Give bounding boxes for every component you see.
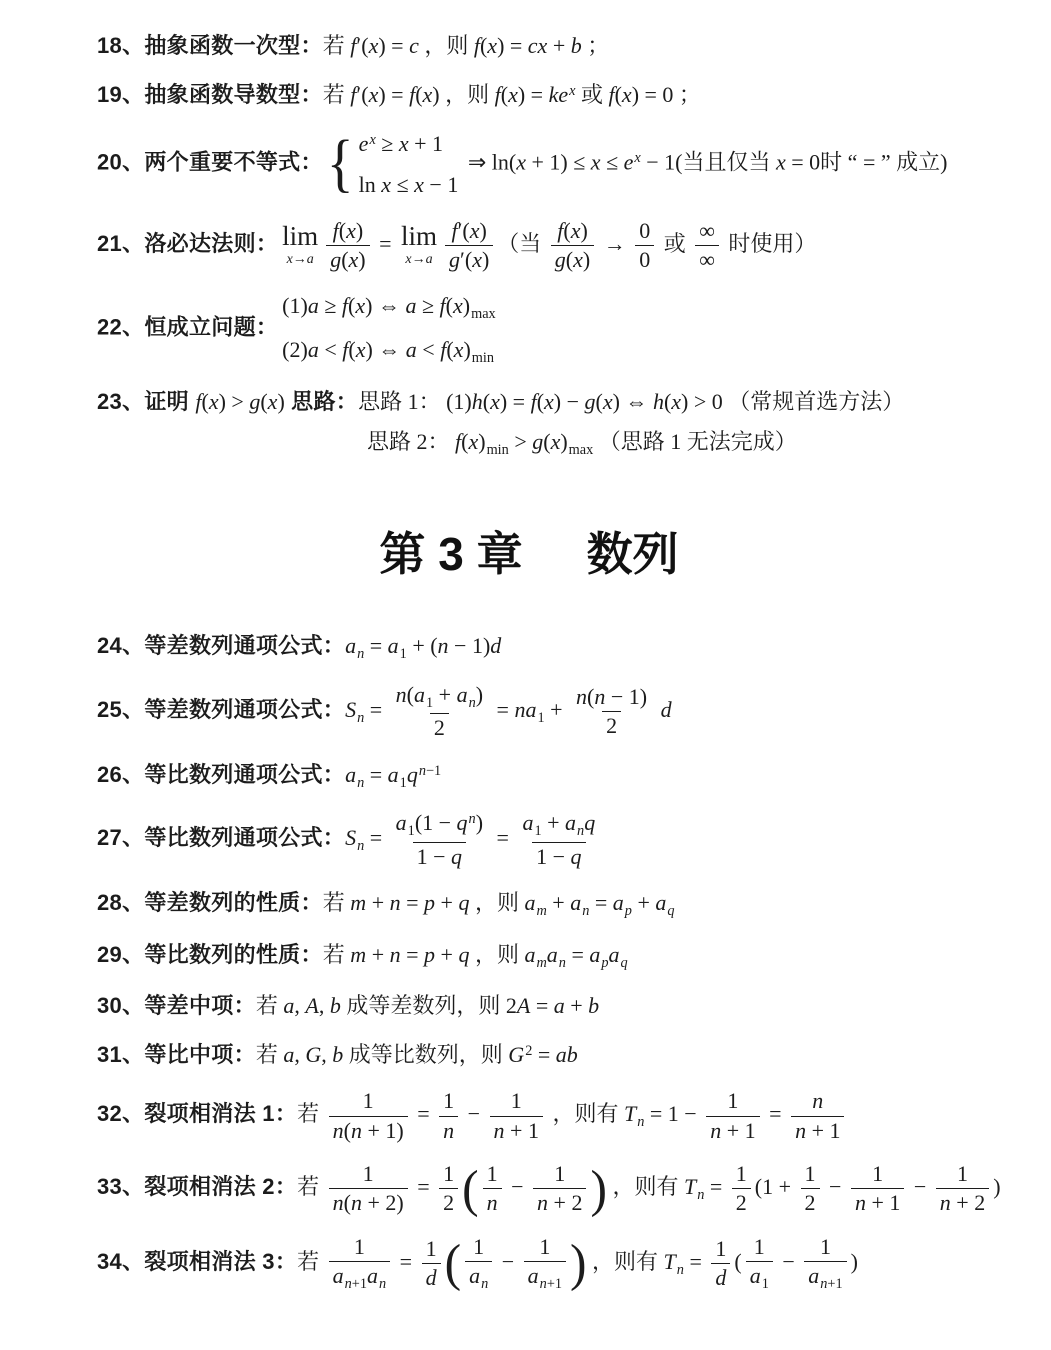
formula-line: 23、证明 f(x) > g(x) 思路：思路 1： (1)h(x) = f(x) − g(x) ⇔ h(x) > 0 （常规首选方法） <box>97 388 905 414</box>
formula-line: 32、裂项相消法 1：若 $\frac{1}{n(n + 1)}$ = $\frac{1}{n}$ − $\frac{1}{n + 1}$ ，则有 $T_n = 1$ − $\frac{1}{n + 1}$ = $\frac{n}{n + 1}$ <box>97 1088 1001 1144</box>
formula-item-27 <box>97 810 1001 870</box>
formula-line: 22、恒成立问题： (1)a ≥ f(x) ⇔ $a \ge f(x)_{max}$ (2)a < f(x) ⇔ $a < f(x)_{min}$ <box>97 293 496 367</box>
formula-item-28 <box>97 887 1001 922</box>
chapter-name: 数列 <box>586 528 679 581</box>
formula-line: 20、两个重要不等式： { $e^x \ge x + 1$ ln x ≤ x − 1 ⇒ $\ln(x + 1) \le x \le e^x - 1$(当且仅当 x = 0时 “ = ” 成立) <box>97 128 948 200</box>
formula-item-25 <box>97 682 1001 742</box>
formula-line: 19、抽象函数导数型：若 f′(x) = f(x) ，则 $f(x) = ke^x$ 或 f(x) = 0 ； <box>97 81 701 107</box>
formula-item-30 <box>97 990 1001 1022</box>
formula-item-33 <box>97 1161 1001 1217</box>
formula-item-32 <box>97 1088 1001 1144</box>
formula-line: 25、等差数列通项公式：$S_n$ = $\frac{n(a_1 + a_n)}{2}$ = $na_1$ + $\frac{n(n - 1)}{2}$ d <box>97 682 672 741</box>
formula-line: 27、等比数列通项公式：$S_n$ = $\frac{a_1(1 - q^n)}{1 - q}$ = $\frac{a_1 + a_nq}{1 - q}$ <box>97 810 596 869</box>
formula-line: 33、裂项相消法 2：若 $\frac{1}{n(n + 2)}$ = $\frac{1}{2}$ ( $\frac{1}{n}$ − $\frac{1}{n + 2}$ ) ，则有 $T_n$ = $\frac{1}{2}$ (1 + $\frac{1}{2}$ − $\frac{1}{n + 1}$ − $\frac{1}{n + 2}$ ) <box>97 1159 1001 1218</box>
formula-item-29 <box>97 939 1001 974</box>
formula-item-31 <box>97 1039 1001 1071</box>
formula-item-24 <box>97 630 1001 665</box>
formula-item-34 <box>97 1234 1001 1294</box>
chapter-title <box>57 518 1001 584</box>
formula-item-20 <box>97 128 1001 201</box>
formula-line: 18、抽象函数一次型：若 f′(x) = c ，则 f(x) = cx + b ； <box>97 33 610 58</box>
formula-line: 21、洛必达法则： lim x→a $\frac{f(x)}{g(x)}$ = lim x→a $\frac{f'(x)}{g'(x)}$ （当 $\frac{f(x)}{g(x)}$ → $\frac{0}{0}$ 或 $\frac{\infty}{\infty}$ 时使用） <box>97 217 817 272</box>
formula-line: 30、等差中项：若 a, A, b 成等差数列，则 2A = a + b <box>97 993 600 1019</box>
formula-line: 28、等差数列的性质：若 m + n = p + q ，则 $a_m + a_n = a_p + a_q$ <box>97 889 675 919</box>
formula-line: 29、等比数列的性质：若 m + n = p + q ，则 $a_ma_n = a_pa_q$ <box>97 941 628 971</box>
formula-item-21 <box>97 218 1001 274</box>
chapter-number: 第 3 章 <box>379 528 523 581</box>
formula-item-18 <box>97 30 1001 62</box>
formula-line: 思路 2： $f(x)_{min} > g(x)_{max}$ （思路 1 无法完成） <box>367 428 797 458</box>
formula-line: 34、裂项相消法 3：若 $\frac{1}{a_{n+1}a_n}$ = $\frac{1}{d}$ ( $\frac{1}{a_n}$ − $\frac{1}{a_{n+1}}$ ) ，则有 $T_n$ = $\frac{1}{d}$ ( $\frac{1}{a_1}$ − $\frac{1}{a_{n+1}}$ ) <box>97 1233 858 1293</box>
formula-item-26 <box>97 759 1001 794</box>
formula-line: 26、等比数列通项公式：$a_n = a_1q^{n-1}$ <box>97 761 442 791</box>
section-sequences-items <box>97 630 1001 1293</box>
formula-item-19 <box>97 79 1001 111</box>
section-calculus-items <box>97 30 1001 460</box>
formula-line: 24、等差数列通项公式：$a_n = a_1 + (n - 1)d$ <box>97 633 502 663</box>
formula-item-23 <box>97 386 1001 461</box>
formula-item-22 <box>97 290 1001 368</box>
formula-line: 31、等比中项：若 a, G, b 成等比数列，则 $G^2$ = ab <box>97 1042 578 1068</box>
